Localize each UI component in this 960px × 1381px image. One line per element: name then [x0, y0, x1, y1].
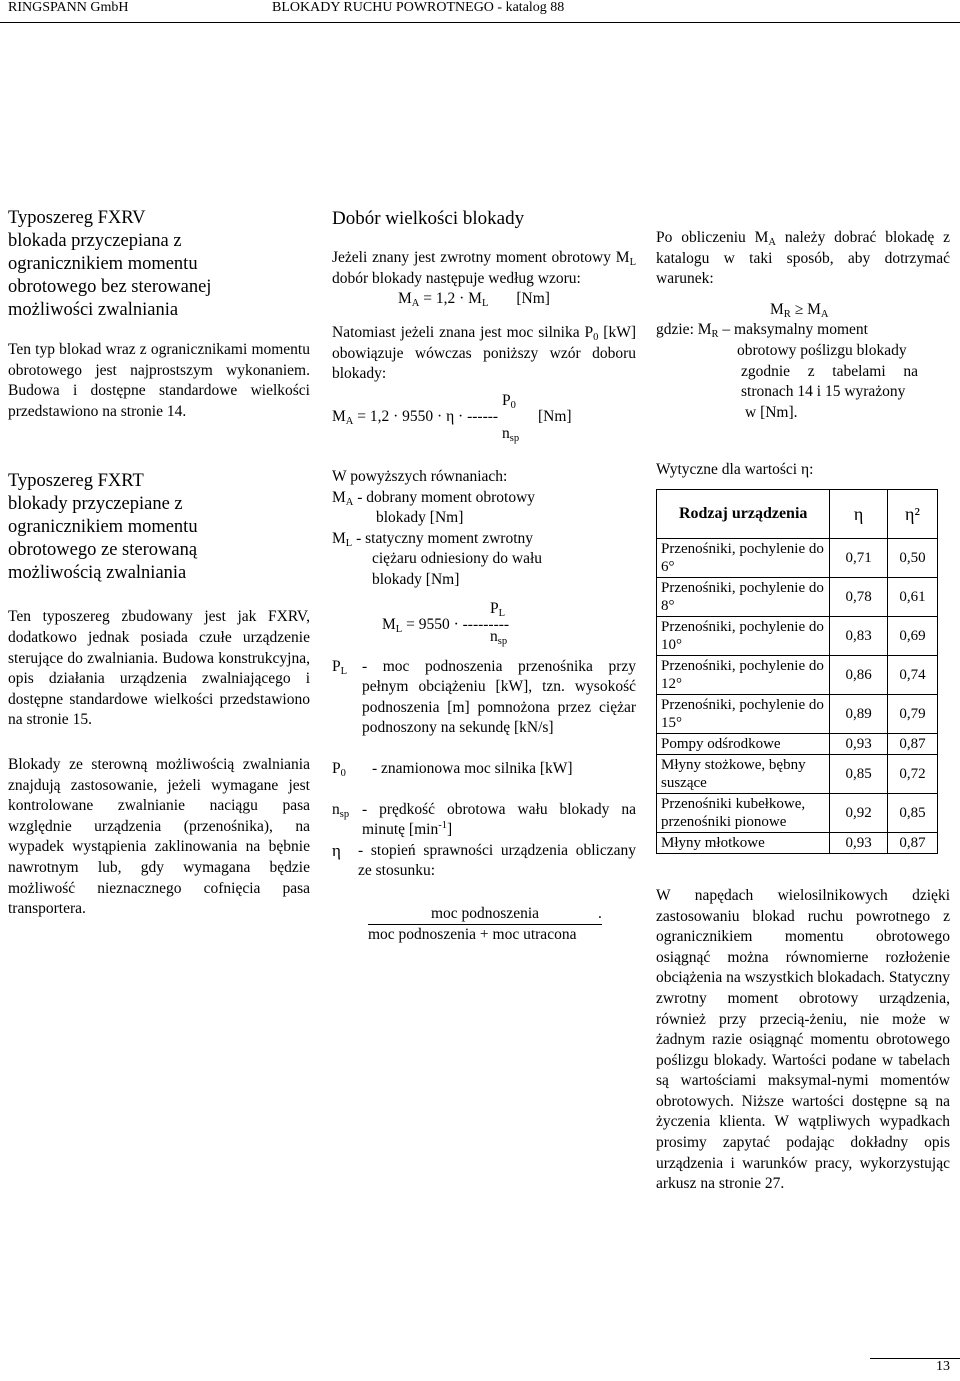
heading-fxrv: Typoszereg FXRV blokada przyczepiana z ogranicznikiem momentu obrotowego bez sterowanej możliwości zwalniania [8, 208, 212, 320]
table-cell-label: Przenośniki, pochylenie do 15° [657, 694, 830, 733]
table-cell-value: 0,78 [830, 577, 888, 616]
header-company: RINGSPANN GmbH [8, 0, 129, 15]
closing-paragraph: W napędach wielosilnikowych dzięki zastosowaniu blokad ruchu powrotnego z ogranicznikiem momentu obrotowego osiągnąć można równomierne rozłożenie obciążenia na wszystkich blokadach. Statyczny zwrotny moment obrotowy urządzenia, również przy przecią-żeniu, nie może w żadnym razie osiągnąć momentu obrotowego poślizgu blokady. Wartości podane w tabelach są wartościami maksymal-nymi momentów obrotowych. Niższe wartości dostępne są na życzenia klienta. W wątpliwych wypadkach prosimy zapytać podając dokładny opis urządzenia i warunków pracy, wykorzystując arkusz na stronie 27. [656, 886, 950, 1193]
fxrt-description: Ten typoszereg zbudowany jest jak FXRV, dodatkowo jednak posiada czułe urządzenie sterujące do zwalniania. Budowa konstrukcyjna, opis działania urządzenia zwalniającego i dostępne standardowe wielkości przedstawiono na stronie 15. [8, 608, 310, 729]
table-cell-label: Młyny młotkowe [657, 832, 830, 853]
def-p0: $P_0$ - znamionowa moc silnika [kW] [332, 759, 573, 779]
table-cell-value: 0,92 [830, 793, 888, 832]
table-cell-value: 0,93 [830, 832, 888, 853]
dobor-intro: Jeżeli znany jest zwrotny moment obrotowy $M_L$ dobór blokady następuje według wzoru: [332, 249, 636, 287]
column-middle: Dobór wielkości blokady Jeżeli znany jest zwrotny moment obrotowy $M_L$ dobór blokady następuje według wzoru: $M_A = 1,2 \cdot M_L$ [Nm] Natomiast jeżeli znana jest moc silnika $P_0$ [kW] obowiązuje wówczas poniższy wzór doboru blokady: $P_0$ $M_A = 1,2 \cdot 9550 \cdot \eta$ · ------ [Nm] $n_{sp}$ W powyższych równaniach: $M_A$ - dobrany moment obrotowy blokady [Nm] $M_L$ - statyczny moment zwrotny ciężaru odniesiony do wału blokady [Nm] $P_L$ $M_L = 9550$ · --------- $n_{sp}$ $P_L$ - moc podnoszenia przenośnika przy pełnym obciążeniu [kW], tzn. wysokość podnoszenia [m] pomnożona przez ciężar podnoszony na sekundę [kN/s] $P_0$ - znamionowa moc silnika [kW] $n_{sp}$ - prędkość obrotowa wału blokady na minutę $[\min^{-1}]$ η - stopień sprawności urządzenia obliczany ze stosunku: moc podnoszenia . moc podnoszenia + moc utracona [332, 207, 636, 948]
table-cell-label: Przenośniki, pochylenie do 10° [657, 616, 830, 655]
table-row [657, 754, 938, 793]
table-row [657, 538, 938, 577]
gdzie-line: gdzie: $M_R$ – maksymalny moment [656, 321, 868, 341]
table-cell-value: 0,89 [830, 694, 888, 733]
table-row [657, 694, 938, 733]
def-ml: $M_L$ - statyczny moment zwrotny [332, 529, 534, 549]
table-cell-value: 0,83 [830, 616, 888, 655]
table-cell-value: 0,50 [887, 538, 937, 577]
formula-ml: $P_L$ $M_L = 9550$ · --------- $n_{sp}$ [382, 599, 510, 647]
condition-mr-ma: $M_R \ge M_A$ [770, 300, 829, 320]
table-row [657, 733, 938, 754]
heading-dobor: Dobór wielkości blokady [332, 208, 525, 229]
table-cell-value: 0,85 [830, 754, 888, 793]
table-cell-value: 0,87 [887, 733, 937, 754]
table-cell-label: Młyny stożkowe, bębny suszące [657, 754, 830, 793]
table-row [657, 793, 938, 832]
table-cell-label: Przenośniki, pochylenie do 6° [657, 538, 830, 577]
formula-ma-ml: $M_A = 1,2 \cdot M_L$ [Nm] [398, 290, 550, 310]
table-cell-value: 0,85 [887, 793, 937, 832]
column-left [8, 207, 310, 920]
column-right: Po obliczeniu $M_A$ należy dobrać blokadę z katalogu w taki sposób, aby dotrzymać warunek: $M_R \ge M_A$ gdzie: $M_R$ – maksymalny moment obrotowy poślizgu blokady zgodnie z tabelami na stronach 14 i 15 wyrażony w [Nm]. Wytyczne dla wartości η: Rodzaj urządzenia η η² Przenośniki, pochylenie do 6° 0,71 0,50 Przenośniki, pochylenie do 8° 0,78 0,61 Przenośniki, pochylenie do 10° 0,83 0,69 Przenośniki, pochylenie do 12° 0,86 0,74 Przenośniki, pochylenie do 15° 0,89 0,79 Pompy odśrodkowe 0,93 0,87 Młyny stożkowe, bębny suszące 0,85 0,72 Przenośniki kubełkowe, przenośniki pionowe 0,92 0,85 Młyny młotkowe 0,93 0,87 W napędach wielosilnikowych dzięki zastosowaniu blokad ruchu powrotnego z ogranicznikiem momentu obrotowego osiągnąć można równomierne rozłożenie obciążenia na wszystkich blokadach. Statyczny zwrotny moment obrotowy urządzenia, również przy przecią-żeniu, nie może w żadnym razie osiągnąć momentu obrotowego poślizgu blokady. Wartości podane w tabelach są wartościami maksymal-nymi momentów obrotowych. Niższe wartości dostępne są na życzenia klienta. W wątpliwych wypadkach prosimy zapytać podając dokładny opis urządzenia i warunków pracy, wykorzystując arkusz na stronie 27. [656, 228, 950, 1195]
table-row [657, 832, 938, 853]
table-cell-value: 0,71 [830, 538, 888, 577]
formula-ma-power: $P_0$ $M_A = 1,2 \cdot 9550 \cdot \eta$ · ------ [Nm] $n_{sp}$ [332, 391, 572, 444]
def-eta: η - stopień sprawności urządzenia obliczany ze stosunku: [332, 840, 636, 880]
table-cell-value: 0,69 [887, 616, 937, 655]
table-cell-value: 0,93 [830, 733, 888, 754]
def-ma: $M_A$ - dobrany moment obrotowy [332, 488, 536, 508]
eta-table [656, 489, 938, 854]
where-line: W powyższych równaniach: [332, 467, 508, 485]
blokady-description: Blokady ze sterowną możliwością zwalniania znajdują zastosowanie, jeżeli wymagane jest kontrolowane zwalnianie naciągu pasa względnie urządzenia (przenośnika), na wypadek wystąpienia zaklinowania na bębnie nawrotnym lub, gdy wymagana będzie możliwość nieznacznego cofnięcia pasa transportera. [8, 755, 310, 918]
table-row [657, 655, 938, 694]
po-obliczeniu: Po obliczeniu $M_A$ należy dobrać blokadę z katalogu w taki sposób, aby dotrzymać warunek: [656, 229, 950, 288]
def-pl: $P_L$ - moc podnoszenia przenośnika przy pełnym obciążeniu [kW], tzn. wysokość podnoszenia [m] pomnożona przez ciężar podnoszony na sekundę [kN/s] [332, 657, 636, 737]
heading-fxrt: Typoszereg FXRT blokady przyczepiane z ogranicznikiem momentu obrotowego ze sterowaną możliwością zwalniania [8, 471, 198, 584]
table-cell-label: Pompy odśrodkowe [657, 733, 830, 754]
table-row [657, 577, 938, 616]
table-header-row: Rodzaj urządzenia η η² [657, 489, 938, 538]
table-cell-label: Przenośniki kubełkowe, przenośniki pionowe [657, 793, 830, 832]
table-cell-value: 0,87 [887, 832, 937, 853]
header-divider [0, 22, 960, 23]
eta-ratio: moc podnoszenia . moc podnoszenia + moc utracona [368, 904, 602, 943]
wytyczne-label: Wytyczne dla wartości η: [656, 461, 814, 479]
header-title: BLOKADY RUCHU POWROTNEGO - katalog 88 [272, 0, 565, 15]
table-row [657, 616, 938, 655]
table-cell-value: 0,79 [887, 694, 937, 733]
def-nsp: $n_{sp}$ - prędkość obrotowa wału blokady na minutę $[\min^{-1}]$ [332, 800, 636, 839]
table-cell-label: Przenośniki, pochylenie do 12° [657, 655, 830, 694]
fxrv-description: Ten typ blokad wraz z ogranicznikami momentu obrotowego jest najprostszym wykonaniem. Budowa i dostępne standardowe wielkości przedstawiono na stronie 14. [8, 341, 310, 420]
table-cell-value: 0,72 [887, 754, 937, 793]
table-cell-value: 0,74 [887, 655, 937, 694]
page-number: 13 [936, 1359, 950, 1374]
table-cell-value: 0,61 [887, 577, 937, 616]
table-cell-label: Przenośniki, pochylenie do 8° [657, 577, 830, 616]
dobor-power: Natomiast jeżeli znana jest moc silnika $P_0$ [kW] obowiązuje wówczas poniższy wzór doboru blokady: [332, 324, 637, 383]
table-cell-value: 0,86 [830, 655, 888, 694]
